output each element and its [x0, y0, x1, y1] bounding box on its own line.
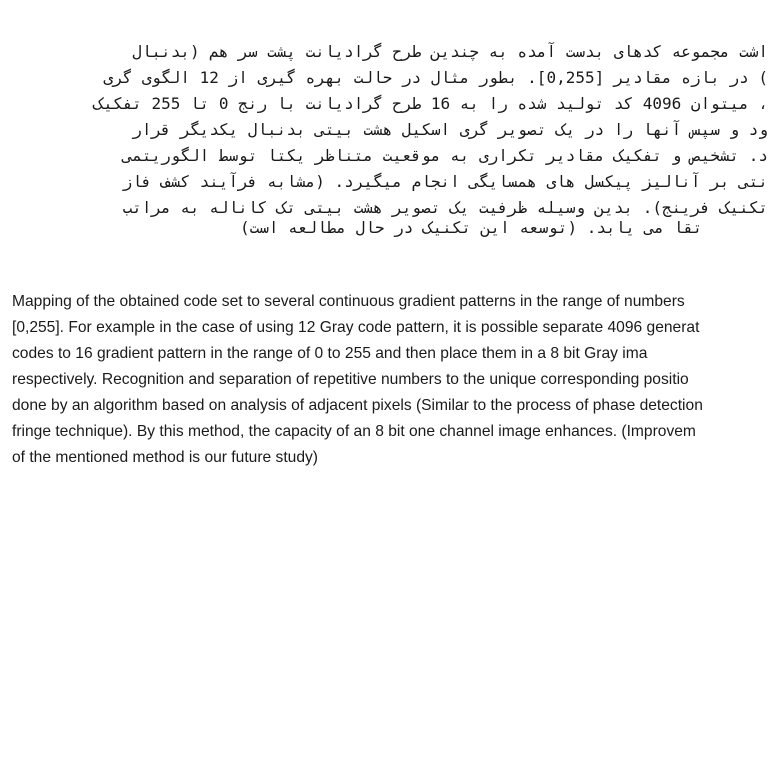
persian-line-5: د. تشخیص و تفکیک مقادیر تکراری به موقعیت متناظر یکتا توسط الگوریتمی	[122, 146, 768, 165]
english-line-3: codes to 16 gradient pattern in the range of 0 to 255 and then place them in a 8 bit Gray ima	[12, 345, 648, 362]
english-line-7: of the mentioned method is our future study)	[12, 449, 318, 466]
english-paragraph	[12, 289, 768, 479]
persian-line-8: تقا می یابد. (توسعه این تکنیک در حال مطالعه است)	[240, 218, 703, 237]
persian-line-4: ود و سپس آنها را در یک تصویر گری اسکیل هشت بیتی بدنبال یکدیگر قرار	[132, 120, 768, 139]
english-line-2: [0,255]. For example in the case of using 12 Gray code pattern, it is possible separate 4096 generat	[12, 319, 700, 336]
persian-line-7: تکنیک فرینج). بدین وسیله ظرفیت یک تصویر هشت بیتی تک کاناله به مراتب	[122, 198, 768, 217]
persian-paragraph	[0, 40, 768, 240]
persian-line-3: ، میتوان 4096 کد تولید شده را به 16 طرح گرادیانت با رنج 0 تا 255 تفکیک	[93, 94, 768, 113]
persian-line-6: نتی بر آنالیز پیکسل های همسایگی انجام میگیرد. (مشابه فرآیند کشف فاز	[122, 172, 768, 191]
persian-line-2: ) در بازه مقادیر [0,255]. بطور مثال در حالت بهره گیری از 12 الگوی گری	[103, 68, 768, 87]
persian-line-1: اشت مجموعه کدهای بدست آمده به چندین طرح گرادیانت پشت سر هم (بدنبال	[132, 42, 768, 61]
english-line-6: fringe technique). By this method, the capacity of an 8 bit one channel image enhances. (Improvem	[12, 423, 696, 440]
english-line-5: done by an algorithm based on analysis of adjacent pixels (Similar to the process of phase detection	[12, 397, 703, 414]
english-line-4: respectively. Recognition and separation of repetitive numbers to the unique corresponding positio	[12, 371, 689, 388]
english-line-1: Mapping of the obtained code set to several continuous gradient patterns in the range of numbers	[12, 293, 685, 310]
